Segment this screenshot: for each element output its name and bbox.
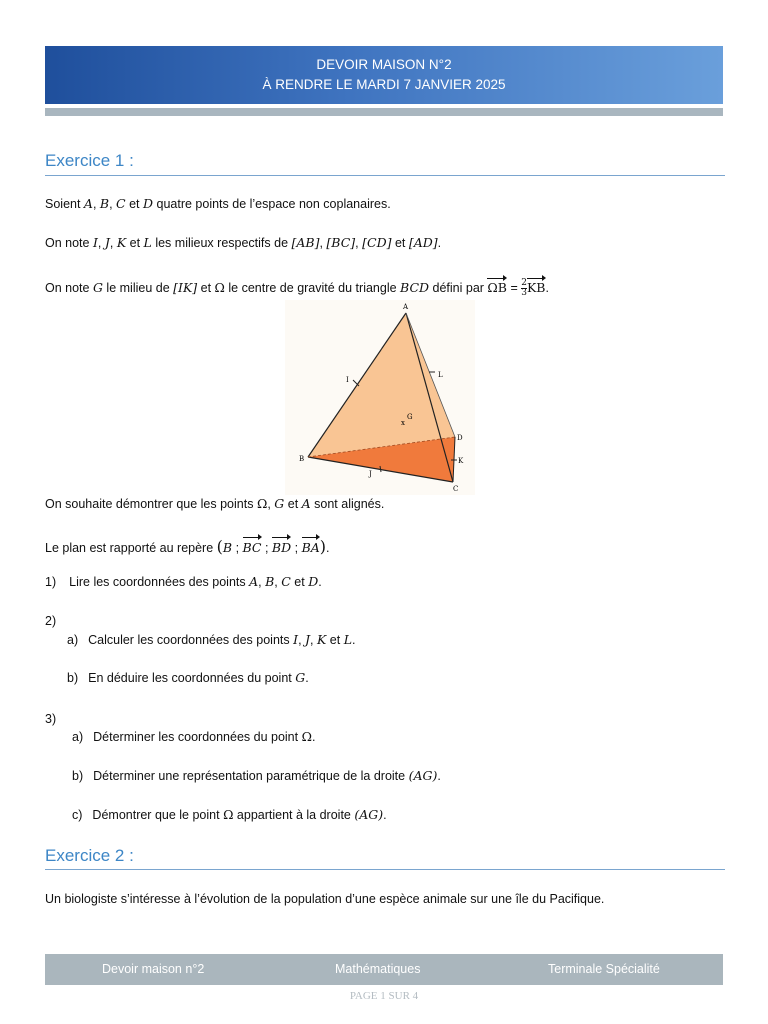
question-1: 1) Lire les coordonnées des points A, B, C et D. (45, 574, 322, 589)
vector-ba: BA (302, 534, 320, 558)
label-d: D (457, 434, 463, 442)
question-3c: c) Démontrer que le point Ω appartient à la droite (AG). (72, 807, 387, 822)
label-k: K (458, 457, 464, 465)
ex1-paragraph-4: On souhaite démontrer que les points Ω, G et A sont alignés. (45, 496, 385, 511)
label-g: G (407, 413, 413, 421)
header-due-date: À RENDRE LE MARDI 7 JANVIER 2025 (262, 77, 506, 92)
question-3b: b) Déterminer une représentation paramétrique de la droite (AG). (72, 768, 441, 783)
label-b: B (299, 455, 305, 463)
question-3a: a) Déterminer les coordonnées du point Ω. (72, 729, 316, 744)
header-title: DEVOIR MAISON N°2 (316, 57, 452, 72)
question-2-number: 2) (45, 614, 57, 628)
page-number: PAGE 1 SUR 4 (349, 990, 419, 1002)
ex2-paragraph-1: Un biologiste s’intéresse à l’évolution de la population d’une espèce animale sur une île du Pacifique. (45, 892, 605, 906)
ex1-paragraph-3: On note G le milieu de [IK] et Ω le centre de gravité du triangle BCD défini par ΩB = $\frac{2}{3}$ KB. (45, 275, 549, 298)
label-a: A (403, 303, 409, 311)
question-3-number: 3) (45, 712, 57, 726)
label-j: J (369, 470, 372, 478)
header-divider (45, 108, 723, 116)
exercise-1-rule (45, 175, 725, 176)
footer-left: Devoir maison n°2 (102, 962, 205, 976)
fraction-two-thirds: $\frac{2}{3}$ (521, 278, 527, 299)
exercise-2-title: Exercice 2 : (45, 846, 134, 865)
label-i: I (346, 376, 349, 384)
footer-right: Terminale Spécialité (548, 962, 660, 976)
ex1-paragraph-5: Le plan est rapporté au repère (B ; BC ; BD ; BA). (45, 534, 330, 558)
label-l: L (438, 371, 443, 379)
document-header (45, 46, 723, 104)
ex1-paragraph-2: On note I, J, K et L les milieux respectifs de [AB], [BC], [CD] et [AD]. (45, 235, 442, 250)
vector-omega-b: ΩB (487, 275, 507, 297)
exercise-2-rule (45, 869, 725, 870)
question-2b: b) En déduire les coordonnées du point G. (67, 670, 309, 685)
vector-bd: BD (272, 534, 291, 558)
exercise-1-title: Exercice 1 : (45, 151, 134, 170)
page-footer (45, 954, 723, 985)
footer-center: Mathématiques (335, 962, 421, 976)
ex1-paragraph-1: Soient A, B, C et D quatre points de l’espace non coplanaires. (45, 196, 391, 211)
vector-k-b: KB (527, 275, 546, 297)
vector-bc: BC (243, 534, 262, 558)
point-g-marker: x (401, 419, 405, 427)
tetrahedron-figure (285, 300, 475, 495)
question-2a: a) Calculer les coordonnées des points I, J, K et L. (67, 632, 356, 647)
label-c: C (453, 485, 459, 493)
